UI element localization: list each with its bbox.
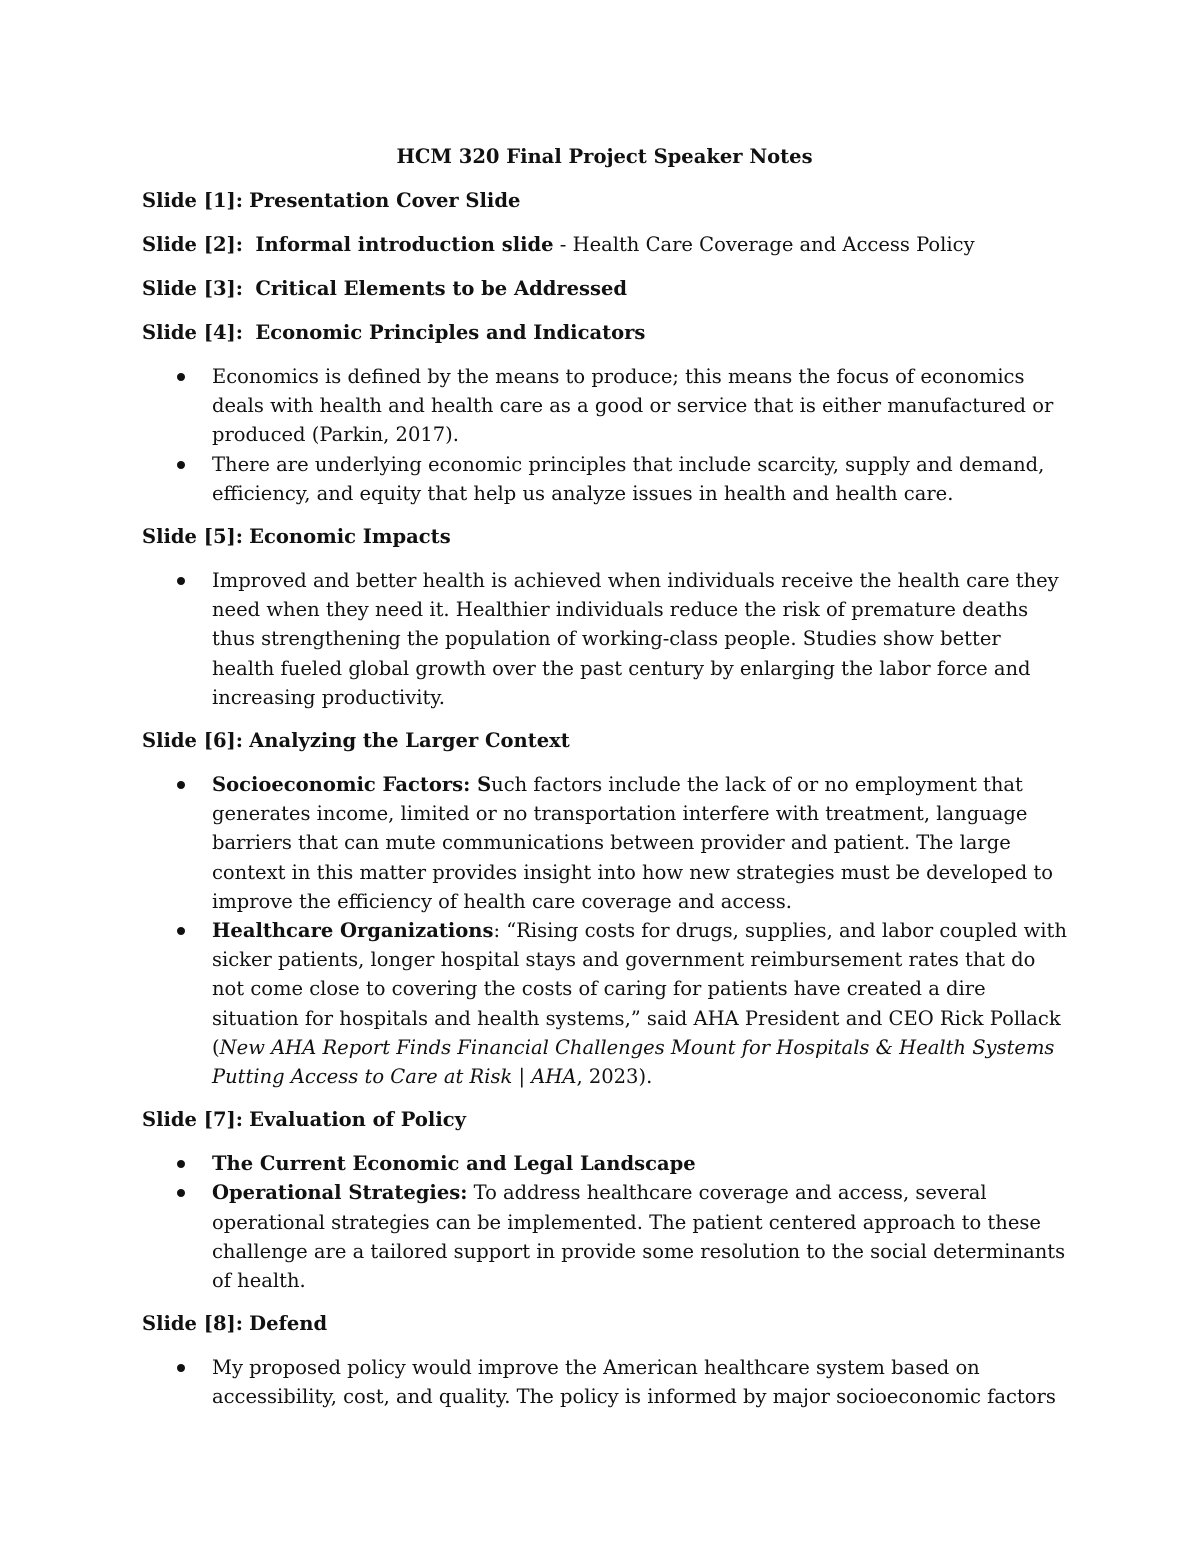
slide-4-title: Economic Principles and Indicators (255, 321, 646, 344)
slide-4-prefix: Slide [4]: (142, 321, 243, 344)
list-item (142, 566, 1067, 712)
bullet-icon (177, 373, 185, 381)
citation-tail: , 2023). (576, 1065, 653, 1089)
document-content (142, 142, 1067, 1426)
list-item (142, 1178, 1067, 1295)
list-item (142, 362, 1067, 450)
slide-6-bullets (142, 770, 1067, 1091)
bullet-text: My proposed policy would improve the American healthcare system based on accessibility, cost, and quality. The policy is informed by major socioeconomic factors (212, 1356, 1056, 1409)
bullet-label: Healthcare Organizations (212, 919, 494, 943)
list-item (142, 1353, 1067, 1411)
bullet-text: uch factors include the lack of or no employment that generates income, limited or no transportation interfere with treatment, language barriers that can mute communications between provider and patient. The large context in this matter provides insight into how new strategies must be developed to improve the efficiency of health care coverage and access. (212, 773, 1053, 913)
slide-8-heading (142, 1309, 1067, 1338)
bullet-text: : “Rising costs for drugs, supplies, and labor coupled with sicker patients, longer hospital stays and government reimbursement rates that do not come close to covering the costs of caring for patients have created a dire situation for hospitals and health systems,” said AHA President and CEO Rick Pollack ( (212, 919, 1067, 1059)
bullet-text: Economics is defined by the means to produce; this means the focus of economics deals with health and health care as a good or service that is either manufactured or produced (Parkin, 2017). (212, 365, 1054, 447)
slide-1-title: Presentation Cover Slide (249, 189, 521, 212)
bullet-icon (177, 1364, 185, 1372)
list-item (142, 770, 1067, 916)
slide-1-prefix: Slide [1]: (142, 189, 243, 212)
slide-5-prefix: Slide [5]: (142, 525, 243, 549)
bullet-text: Improved and better health is achieved when individuals receive the health care they need when they need it. Healthier individuals reduce the risk of premature deaths thus strengthening the population of working-class people. Studies show better health fueled global growth over the past century by enlarging the labor force and increasing productivity. (212, 569, 1059, 709)
list-item (142, 450, 1067, 508)
bullet-icon (177, 1160, 185, 1168)
citation-title: New AHA Report Finds Financial Challenges Mount for Hospitals & Health Systems Putting Access to Care at Risk | AHA (212, 1035, 1055, 1089)
slide-2-subtitle: - Health Care Coverage and Access Policy (553, 233, 975, 256)
bullet-label: The Current Economic and Legal Landscape (212, 1152, 696, 1176)
document-title: HCM 320 Final Project Speaker Notes (396, 145, 813, 168)
slide-8-title: Defend (249, 1312, 328, 1336)
slide-4-heading (142, 318, 1067, 347)
list-item (142, 1149, 1067, 1178)
slide-3-heading (142, 274, 1067, 303)
slide-5-heading (142, 522, 1067, 551)
bullet-icon (177, 1189, 185, 1197)
slide-8-prefix: Slide [8]: (142, 1312, 243, 1336)
list-item (142, 916, 1067, 1091)
slide-5-bullets (142, 566, 1067, 712)
bullet-icon (177, 577, 185, 585)
slide-7-prefix: Slide [7]: (142, 1108, 243, 1132)
bullet-icon (177, 461, 185, 469)
bullet-text: There are underlying economic principles that include scarcity, supply and demand, efficiency, and equity that help us analyze issues in health and health care. (212, 452, 1045, 505)
slide-6-heading (142, 726, 1067, 755)
bullet-label: Operational Strategies: (212, 1181, 468, 1205)
bullet-icon (177, 927, 185, 935)
slide-7-title: Evaluation of Policy (249, 1108, 466, 1132)
slide-3-prefix: Slide [3]: (142, 277, 243, 300)
slide-1-heading (142, 186, 1067, 215)
bullet-icon (177, 781, 185, 789)
slide-2-title: Informal introduction slide (255, 233, 554, 256)
slide-8-bullets (142, 1353, 1067, 1411)
bullet-label: Socioeconomic Factors: S (212, 773, 492, 797)
slide-6-title: Analyzing the Larger Context (249, 729, 570, 753)
slide-7-bullets (142, 1149, 1067, 1295)
slide-5-title: Economic Impacts (249, 525, 451, 549)
bullet-text: To address healthcare coverage and access, several operational strategies can be implemented. The patient centered approach to these challenge are a tailored support in provide some resolution to the social determinants of health. (212, 1181, 1066, 1293)
slide-2-heading (142, 230, 1067, 259)
slide-4-bullets (142, 362, 1067, 508)
slide-3-title: Critical Elements to be Addressed (255, 277, 628, 300)
slide-7-heading (142, 1105, 1067, 1134)
slide-2-prefix: Slide [2]: (142, 233, 243, 256)
slide-6-prefix: Slide [6]: (142, 729, 243, 753)
